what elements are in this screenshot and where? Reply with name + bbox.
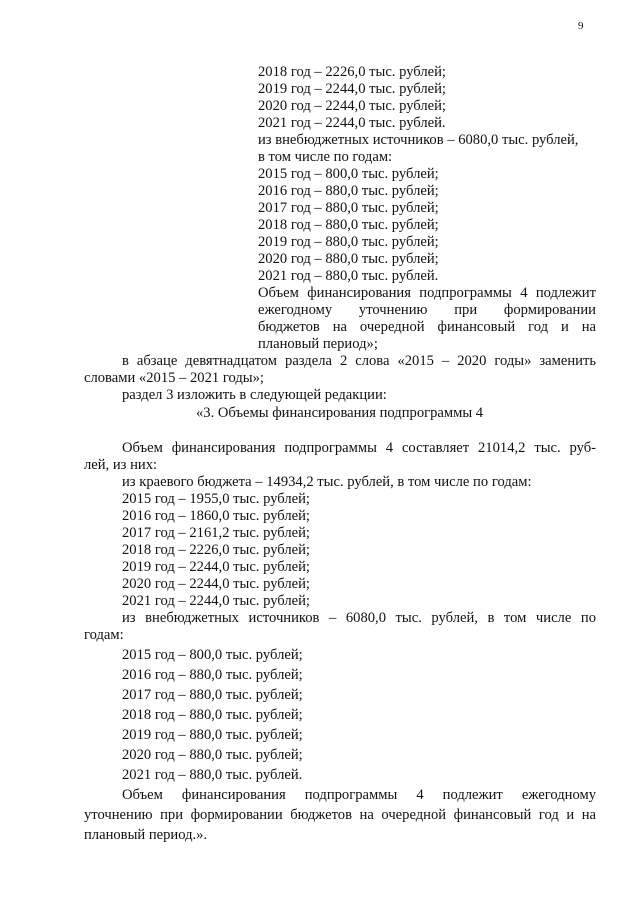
top-year-line: 2018 год – 880,0 тыс. рублей; xyxy=(258,217,439,233)
regional-year-line: 2016 год – 1860,0 тыс. рублей; xyxy=(122,508,310,524)
top-para-line: ежегодному уточнению при формировании xyxy=(258,302,596,318)
top-year-line: 2018 год – 2226,0 тыс. рублей; xyxy=(258,64,446,80)
extra-year-line: 2017 год – 880,0 тыс. рублей; xyxy=(122,687,303,703)
regional-year-line: 2017 год – 2161,2 тыс. рублей; xyxy=(122,525,310,541)
extra-year-line: 2021 год – 880,0 тыс. рублей. xyxy=(122,767,303,783)
top-year-line: 2017 год – 880,0 тыс. рублей; xyxy=(258,200,439,216)
amendment-line: раздел 3 изложить в следующей редакции: xyxy=(122,387,387,403)
top-year-line: 2021 год – 2244,0 тыс. рублей. xyxy=(258,115,446,131)
top-year-line: 2021 год – 880,0 тыс. рублей. xyxy=(258,268,439,284)
total-line: Объем финансирования подпрограммы 4 составляет 21014,2 тыс. руб- xyxy=(122,440,596,456)
amendment-line: словами «2015 – 2021 годы»; xyxy=(84,370,264,386)
regional-intro: из краевого бюджета – 14934,2 тыс. рублей, в том числе по годам: xyxy=(122,474,532,490)
top-para-line: плановый период»; xyxy=(258,336,378,352)
top-year-line: 2015 год – 800,0 тыс. рублей; xyxy=(258,166,439,182)
top-year-line: 2020 год – 2244,0 тыс. рублей; xyxy=(258,98,446,114)
regional-year-line: 2019 год – 2244,0 тыс. рублей; xyxy=(122,559,310,575)
total-line: лей, из них: xyxy=(84,457,158,473)
top-year-line: 2019 год – 2244,0 тыс. рублей; xyxy=(258,81,446,97)
top-year-line: 2019 год – 880,0 тыс. рублей; xyxy=(258,234,439,250)
extra-year-line: 2015 год – 800,0 тыс. рублей; xyxy=(122,647,303,663)
extra-year-line: 2016 год – 880,0 тыс. рублей; xyxy=(122,667,303,683)
regional-year-line: 2018 год – 2226,0 тыс. рублей; xyxy=(122,542,310,558)
regional-year-line: 2015 год – 1955,0 тыс. рублей; xyxy=(122,491,310,507)
top-para-line: Объем финансирования подпрограммы 4 подлежит xyxy=(258,285,596,301)
extra-year-line: 2020 год – 880,0 тыс. рублей; xyxy=(122,747,303,763)
top-para-line: бюджетов на очередной финансовый год и на xyxy=(258,319,596,335)
top-extra-source-line: из внебюджетных источников – 6080,0 тыс. рублей, xyxy=(258,132,579,148)
closing-line: плановый период.». xyxy=(84,827,208,843)
amendment-line: в абзаце девятнадцатом раздела 2 слова «2015 – 2020 годы» заменить xyxy=(122,353,596,369)
extra-year-line: 2019 год – 880,0 тыс. рублей; xyxy=(122,727,303,743)
regional-year-line: 2021 год – 2244,0 тыс. рублей; xyxy=(122,593,310,609)
top-year-line: 2020 год – 880,0 тыс. рублей; xyxy=(258,251,439,267)
page-number: 9 xyxy=(578,20,584,32)
extra-year-line: 2018 год – 880,0 тыс. рублей; xyxy=(122,707,303,723)
extra-intro: годам: xyxy=(84,627,124,643)
closing-line: уточнению при формировании бюджетов на очередной финансовый год и на xyxy=(84,807,596,823)
regional-year-line: 2020 год – 2244,0 тыс. рублей; xyxy=(122,576,310,592)
top-year-line: 2016 год – 880,0 тыс. рублей; xyxy=(258,183,439,199)
top-by-year-line: в том числе по годам: xyxy=(258,149,393,165)
closing-line: Объем финансирования подпрограммы 4 подлежит ежегодному xyxy=(122,787,596,803)
section-title: «3. Объемы финансирования подпрограммы 4 xyxy=(196,405,484,421)
extra-intro: из внебюджетных источников – 6080,0 тыс. рублей, в том числе по xyxy=(122,610,596,626)
